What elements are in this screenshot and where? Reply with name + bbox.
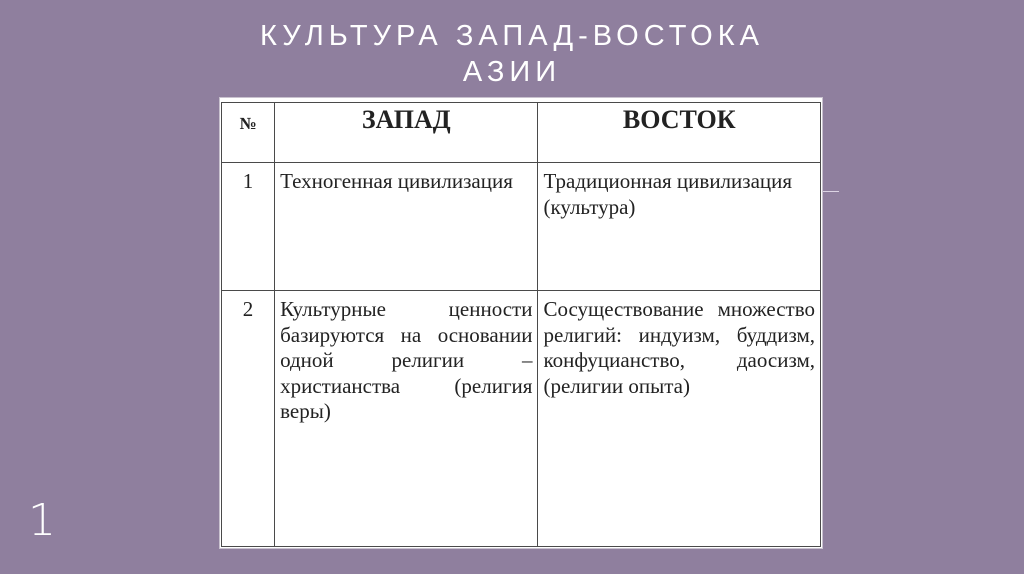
- comparison-table-container: [220, 98, 822, 548]
- table-row: [222, 163, 821, 291]
- table-row: [222, 291, 821, 547]
- east-cell: Сосуществование множество религий: индуизм, буддизм, конфуцианство, даосизм, (религии опыта): [538, 291, 821, 547]
- header-west: ЗАПАД: [275, 103, 538, 163]
- row-number: 2: [222, 291, 275, 547]
- row-number: 1: [222, 163, 275, 291]
- header-number: №: [222, 103, 275, 163]
- west-cell: Техногенная цивилизация: [275, 163, 538, 291]
- table-header-row: [222, 103, 821, 163]
- slide-title: [0, 18, 1024, 90]
- slide-number: 1: [28, 495, 56, 546]
- header-east: ВОСТОК: [538, 103, 821, 163]
- comparison-table: [221, 102, 821, 547]
- east-cell: Традиционная цивилизация (культура): [538, 163, 821, 291]
- slide-title-line-1: КУЛЬТУРА ЗАПАД-ВОСТОКА: [260, 20, 764, 52]
- slide-title-line-2: АЗИИ: [462, 56, 562, 88]
- accent-dash: [822, 191, 839, 192]
- west-cell: Культурные ценности базируются на основании одной религии – христианства (религия веры): [275, 291, 538, 547]
